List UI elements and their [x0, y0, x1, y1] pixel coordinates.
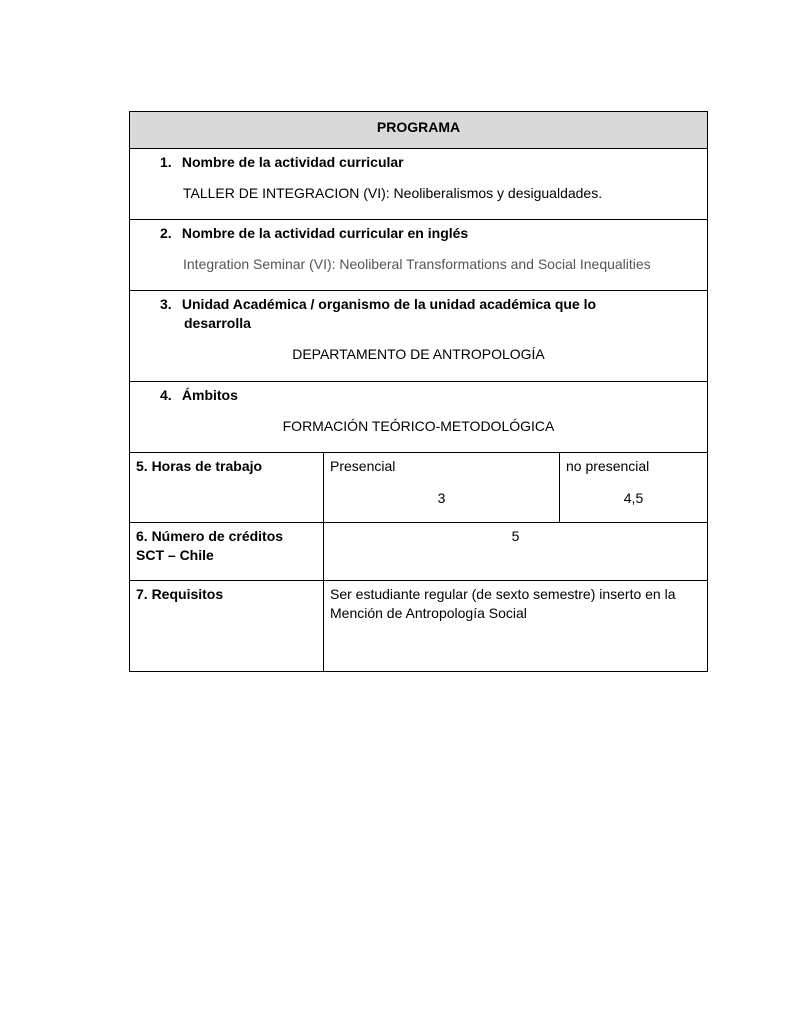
section-1-title: 1. Nombre de la actividad curricular [160, 154, 404, 170]
no-presencial-cell [560, 453, 708, 523]
section-2-value: Integration Seminar (VI): Neoliberal Transformations and Social Inequalities [183, 256, 651, 272]
section-3 [130, 291, 708, 382]
section-1 [130, 149, 708, 220]
section-4-title: 4. Ámbitos [160, 387, 238, 403]
section-2-title: 2. Nombre de la actividad curricular en inglés [160, 225, 469, 241]
presencial-label: Presencial [330, 458, 396, 474]
section-3-title: 3. Unidad Académica / organismo de la unidad académica que lo desarrolla [160, 296, 597, 331]
presencial-cell [324, 453, 560, 523]
credits-row [130, 523, 708, 581]
section-4 [130, 382, 708, 453]
credits-label [130, 523, 324, 581]
section-1-value: TALLER DE INTEGRACION (VI): Neoliberalismos y desigualdades. [183, 185, 603, 201]
no-presencial-label: no presencial [566, 458, 650, 474]
requirements-row [130, 581, 708, 672]
section-4-value: FORMACIÓN TEÓRICO-METODOLÓGICA [282, 418, 555, 434]
requirements-value: Ser estudiante regular (de sexto semestre) inserto en la Mención de Antropología Social [324, 581, 708, 672]
credits-label-line2: SCT – Chile [136, 547, 214, 563]
hours-label: 5. Horas de trabajo [130, 453, 324, 523]
presencial-value: 3 [437, 490, 446, 506]
program-header: PROGRAMA [130, 112, 708, 149]
hours-row [130, 453, 708, 523]
program-table [129, 111, 708, 672]
section-1-row [130, 149, 708, 220]
requirements-label: 7. Requisitos [130, 581, 324, 672]
section-3-row [130, 291, 708, 382]
credits-label-line1: 6. Número de créditos [136, 528, 284, 544]
no-presencial-value: 4,5 [623, 490, 644, 506]
section-4-row [130, 382, 708, 453]
credits-value: 5 [324, 523, 708, 581]
section-2-row [130, 220, 708, 291]
section-2 [130, 220, 708, 291]
section-3-value: DEPARTAMENTO DE ANTROPOLOGÍA [292, 346, 545, 362]
header-row [130, 112, 708, 149]
